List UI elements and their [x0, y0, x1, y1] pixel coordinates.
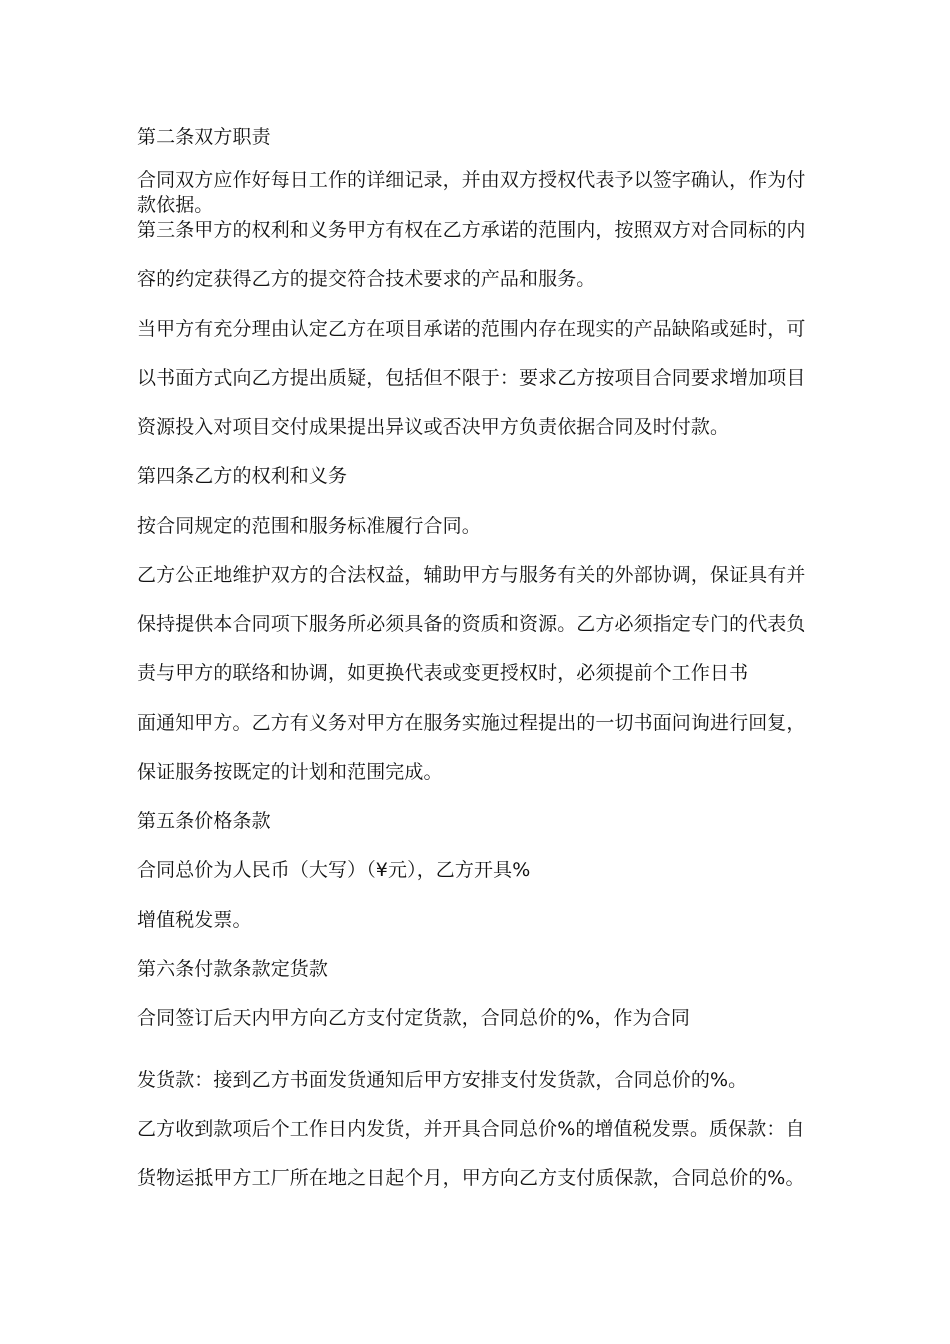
paragraph-line: 责与甲方的联络和协调，如更换代表或变更授权时，必须提前个工作日书	[137, 662, 749, 684]
article-4-heading: 第四条乙方的权利和义务	[137, 465, 348, 487]
article-2-heading: 第二条双方职责	[137, 126, 271, 148]
paragraph-line: 当甲方有充分理由认定乙方在项目承诺的范围内存在现实的产品缺陷或延时，可	[137, 318, 806, 340]
paragraph-line: 以书面方式向乙方提出质疑，包括但不限于：要求乙方按项目合同要求增加项目	[137, 367, 806, 389]
paragraph-line: 乙方公正地维护双方的合法权益，辅助甲方与服务有关的外部协调，保证具有并	[137, 564, 806, 586]
paragraph-line: 款依据。	[137, 194, 214, 216]
article-6-heading: 第六条付款条款定货款	[137, 958, 329, 980]
paragraph-line: 货物运抵甲方工厂所在地之日起个月，甲方向乙方支付质保款，合同总价的%。	[137, 1167, 805, 1189]
article-3-heading-line: 第三条甲方的权利和义务甲方有权在乙方承诺的范围内，按照双方对合同标的内	[137, 219, 806, 241]
paragraph-line: 发货款：接到乙方书面发货通知后甲方安排支付发货款，合同总价的%。	[137, 1069, 748, 1091]
paragraph-line: 容的约定获得乙方的提交符合技术要求的产品和服务。	[137, 268, 596, 290]
paragraph-line: 保证服务按既定的计划和范围完成。	[137, 761, 443, 783]
paragraph-line: 合同总价为人民币（大写）（¥元），乙方开具%	[137, 859, 531, 881]
article-5-heading: 第五条价格条款	[137, 810, 271, 832]
paragraph-line: 保持提供本合同项下服务所必须具备的资质和资源。乙方必须指定专门的代表负	[137, 613, 806, 635]
paragraph-line: 增值税发票。	[137, 909, 252, 931]
paragraph-line: 合同双方应作好每日工作的详细记录，并由双方授权代表予以签字确认，作为付	[137, 169, 806, 191]
paragraph-line: 面通知甲方。乙方有义务对甲方在服务实施过程提出的一切书面问询进行回复，	[137, 712, 806, 734]
paragraph-line: 资源投入对项目交付成果提出异议或否决甲方负责依据合同及时付款。	[137, 416, 730, 438]
paragraph-line: 合同签订后天内甲方向乙方支付定货款，合同总价的%，作为合同	[137, 1007, 690, 1029]
paragraph-line: 乙方收到款项后个工作日内发货，并开具合同总价%的增值税发票。质保款：自	[137, 1118, 805, 1140]
paragraph-line: 按合同规定的范围和服务标准履行合同。	[137, 515, 481, 537]
